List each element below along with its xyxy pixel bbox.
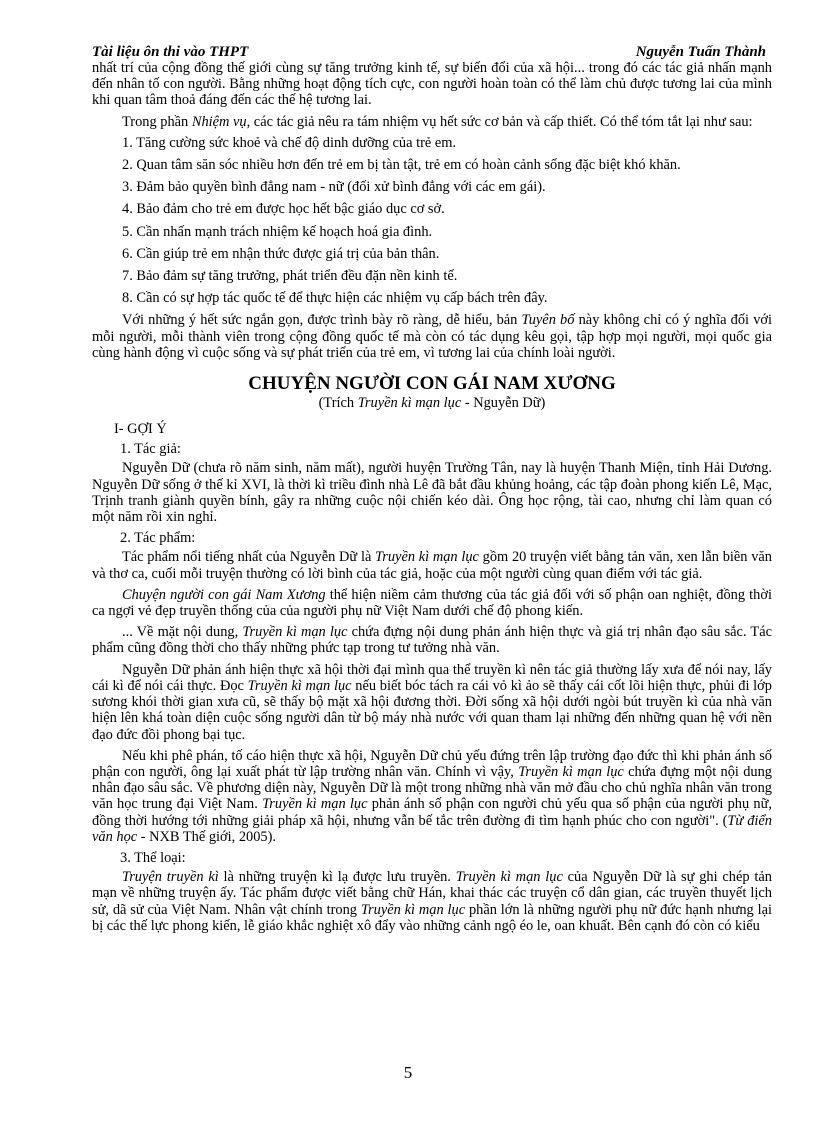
paragraph-tac-pham-3: ... Về mặt nội dung, Truyền kì mạn lục chứa đựng nội dung phản ánh hiện thực và giá trị nhân đạo sâu sắc. Tác phẩm cũng đồng thời cho thấy những phức tạp trong tư tưởng nhà văn. xyxy=(92,624,772,657)
subheading-tac-gia: 1. Tác giả: xyxy=(120,441,181,458)
task-item-2: 2. Quan tâm săn sóc nhiều hơn đến trẻ em bị tàn tật, trẻ em có hoàn cảnh sống đặc biệt khó khăn. xyxy=(122,157,681,174)
task-item-5: 5. Cần nhấn mạnh trách nhiệm kế hoạch hoá gia đình. xyxy=(122,223,433,240)
page-number: 5 xyxy=(403,1063,413,1082)
header-right: Nguyễn Tuấn Thành xyxy=(635,44,766,60)
paragraph-the-loai: Truyện truyền kì là những truyện kì lạ được lưu truyền. Truyền kì mạn lục của Nguyễn Dữ là sự ghi chép tản mạn về những truyện ấy. Tác phẩm được viết bằng chữ Hán, khai thác các truyện cổ dân gian, các truyền thuyết lịch sử, dã sử của Việt Nam. Nhân vật chính trong Truyền kì mạn lục phần lớn là những người phụ nữ đức hạnh nhưng lại bị các thế lực phong kiến, lễ giáo khắc nghiệt xô đẩy vào những cảnh ngộ éo le, oan khuất. Bên cạnh đó còn có kiểu xyxy=(92,869,772,934)
paragraph-tac-gia: Nguyễn Dữ (chưa rõ năm sinh, năm mất), người huyện Trường Tân, nay là huyện Thanh Miện, tỉnh Hải Dương. Nguyễn Dữ sống ở thế kỉ XVI, là thời kì triều đình nhà Lê đã bắt đầu khủng hoảng, các tập đoàn phong kiến Lê, Mạc, Trịnh tranh giành quyền bính, gây ra những cuộc nội chiến kéo dài. Ông học rộng, tài cao, nhưng chỉ làm quan có một năm rồi xin nghỉ. xyxy=(92,460,772,526)
task-item-7: 7. Bảo đảm sự tăng trưởng, phát triển đều đặn nền kinh tế. xyxy=(122,268,458,285)
paragraph-tac-pham-2: Chuyện người con gái Nam Xương thể hiện niềm cảm thương của tác giả đối với số phận oan nghiệt, đồng thời ca ngợi vẻ đẹp truyền thống của của người phụ nữ Việt Nam dưới chế độ phong kiến. xyxy=(92,586,772,620)
task-item-4: 4. Bảo đảm cho trẻ em được học hết bậc giáo dục cơ sở. xyxy=(122,201,445,218)
page-content xyxy=(92,60,772,939)
task-item-3: 3. Đảm bảo quyền bình đẳng nam - nữ (đối xử bình đẳng với các em gái). xyxy=(122,179,546,196)
intro-paragraph-3: Với những ý hết sức ngắn gọn, được trình bày rõ ràng, dễ hiểu, bản Tuyên bố này không chỉ có ý nghĩa đối với mỗi người, mỗi thành viên trong cộng đồng quốc tế mà còn có tác dụng kêu gọi, tập hợp mọi người, mọi quốc gia cùng hành động vì cuộc sống và sự phát triển của trẻ em, vì tương lai của chính loài người. xyxy=(92,312,772,361)
header-left: Tài liệu ôn thi vào THPT xyxy=(92,44,249,60)
task-item-8: 8. Cần có sự hợp tác quốc tế để thực hiện các nhiệm vụ cấp bách trên đây. xyxy=(122,290,548,307)
subheading-tac-pham: 2. Tác phẩm: xyxy=(120,530,196,547)
task-item-6: 6. Cần giúp trẻ em nhận thức được giá trị của bản thân. xyxy=(122,245,440,262)
intro-paragraph-2: Trong phần Nhiệm vụ, các tác giả nêu ra tám nhiệm vụ hết sức cơ bản và cấp thiết. Có thể tóm tắt lại như sau: xyxy=(122,113,753,130)
subheading-the-loai: 3. Thể loại: xyxy=(120,849,186,866)
paragraph-tac-pham-1: Tác phẩm nổi tiếng nhất của Nguyễn Dữ là Truyền kì mạn lục gồm 20 truyện viết bằng tản văn, xen lẫn biền văn và thơ ca, cuối mỗi truyện thường có lời bình của tác giả, hoặc của một người cùng quan điểm với tác giả. xyxy=(92,549,772,582)
paragraph-tac-pham-5: Nếu khi phê phán, tố cáo hiện thực xã hội, Nguyễn Dữ chủ yếu đứng trên lập trường đạo đức thì khi phản ánh số phận con người, ông lại xuất phát từ lập trường nhân văn. Chính vì vậy, Truyền kì mạn lục chứa đựng một nội dung nhân đạo sâu sắc. Về phương diện này, Nguyễn Dữ là một trong những nhà văn mở đầu cho chủ nghĩa nhân văn trong văn học trung đại Việt Nam. Truyền kì mạn lục phản ánh số phận con người chủ yếu qua số phận của người phụ nữ, đồng thời hướng tới những giải pháp xã hội, nhưng vẫn bế tắc trên đường đi tìm hạnh phúc cho con người". (Từ điển văn học - NXB Thế giới, 2005). xyxy=(92,747,772,845)
task-item-1: 1. Tăng cường sức khoẻ và chế độ dinh dưỡng của trẻ em. xyxy=(122,134,457,151)
lesson-title: CHUYỆN NGƯỜI CON GÁI NAM XƯƠNG xyxy=(248,373,616,395)
section-heading: I- GỢI Ý xyxy=(114,421,167,438)
lesson-subtitle: (Trích Truyền kì mạn lục - Nguyễn Dữ) xyxy=(318,395,546,412)
paragraph-tac-pham-4: Nguyễn Dữ phản ánh hiện thực xã hội thời đại mình qua thể truyền kì nên tác giả thường lấy xưa để nói nay, lấy cái kì để nói cái thực. Đọc Truyền kì mạn lục nếu biết bóc tách ra cái vỏ kì ảo sẽ thấy cái cốt lõi hiện thực, phủi đi lớp sương khói thời gian xưa cũ, sẽ thấy bộ mặt xã hội đương thời. Đời sống xã hội dưới ngòi bút truyền kì của nhà văn hiện lên khá toàn diện cuộc sống người dân từ bộ máy nhà nước với quan tham lại những đến những quan hệ với nền đạo đức đồi phong bại tục. xyxy=(92,661,772,743)
intro-paragraph-1: nhất trí của cộng đồng thế giới cùng sự tăng trưởng kinh tế, sự biến đổi của xã hội... trong đó các tác giả nhấn mạnh đến nhân tố con người. Bằng những hoạt động tích cực, con người hoàn toàn có thể làm chủ được tương lai của mình khi quan tâm thoả đáng đến các thế hệ tương lai. xyxy=(92,60,772,109)
